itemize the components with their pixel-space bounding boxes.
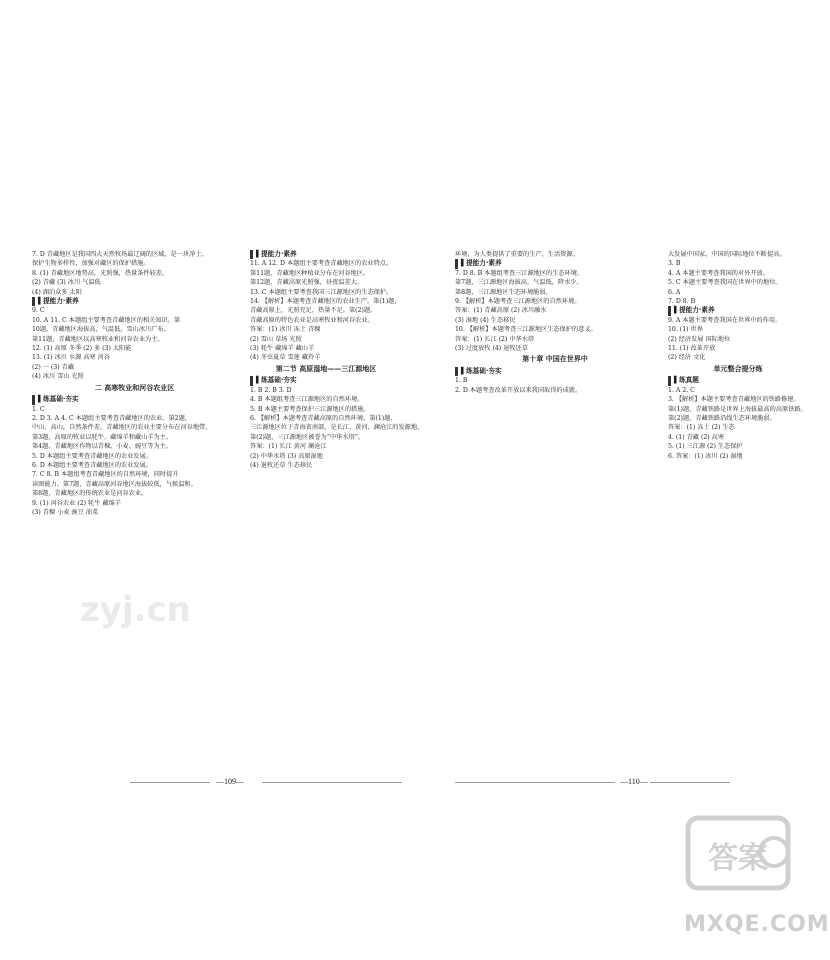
- right-page: [455, 250, 808, 770]
- answer-line: 第11题，青藏地区种植业分布在河谷地区。: [250, 269, 370, 277]
- section-label: ▌练基础·夯实: [250, 376, 297, 385]
- answer-line: 9. C: [32, 307, 45, 315]
- answer-line: 14. 【解析】本题考查青藏地区的农业生产。第(1)题，: [250, 298, 401, 306]
- answer-line: (3) 过度放牧 (4) 退牧还草: [455, 345, 528, 353]
- answer-line: 答案：(1) 冰川 冻土 青稞: [250, 326, 321, 334]
- answer-line: 7. C 8. B 本题组考查青藏地区的自然环境，同时提升: [32, 471, 179, 479]
- answer-line: 中山、高山，自然条件差，青藏地区的农业主要分布在河谷地带。: [32, 424, 212, 432]
- answer-line: 6. A: [668, 288, 681, 296]
- answer-line: 5. C 本题主要考查我国在世界中的地位。: [668, 279, 782, 287]
- answer-line: (2) 一 (3) 青藏: [32, 363, 74, 371]
- answer-line: 第8题，三江源地区生态环境脆弱。: [455, 288, 552, 296]
- answer-line: 10题，青藏地区海拔高，气温低，雪山冰川广布。: [32, 326, 170, 334]
- answer-line: 第7题，三江源地区海拔高，气温低，降水少。: [455, 279, 583, 287]
- answer-line: (3) 牦牛 藏绵羊 藏山羊: [250, 345, 315, 353]
- answer-line: 大发展中国家，中国的国际地位不断提高。: [668, 251, 786, 258]
- section-label: ▌练基础·夯实: [32, 395, 79, 404]
- answer-line: 答案：(1) 长江 黄河 澜沧江: [250, 443, 327, 451]
- answer-line: 保护生物多样性，加强对藏区的保护措施。: [32, 260, 150, 268]
- answer-line: 5. D 本题组主要考查青藏地区的农业发展。: [32, 452, 152, 460]
- watermark-left: zyj.cn: [80, 590, 191, 630]
- answer-line: (3) 湿地 (4) 生态移民: [455, 316, 516, 324]
- answer-line: 3. B: [668, 260, 681, 268]
- svg-text:答案: 答案: [708, 841, 768, 876]
- answer-line: 3. 【解析】本题主要考查青藏地区的铁路修建。: [668, 396, 800, 404]
- answer-line: 10. (1) 世界: [668, 326, 703, 334]
- answer-line: 第3题，高原的牧业以牦牛、藏绵羊和藏山羊为主。: [32, 433, 173, 441]
- answer-line: 答案：(1) 冻土 (2) 生态: [668, 424, 735, 432]
- answer-line: 5. (1) 三江源 (2) 生态保护: [668, 443, 743, 451]
- answer-line: 10. 【解析】本题考查三江源地区生态保护的意义。: [455, 326, 597, 334]
- answer-line: 青藏高原上，光照充足，热量不足。第(2)题，: [250, 307, 377, 315]
- answer-line: 6. D 本题组主要考查青藏地区的农业发展。: [32, 461, 152, 469]
- left-page: [32, 250, 424, 770]
- section-label: ▌提能力·素养: [250, 250, 297, 259]
- answer-line: 第12题，青藏高原光照强，昼夜温差大。: [250, 279, 364, 287]
- section-heading: 二 高寒牧业和河谷农业区: [94, 383, 175, 392]
- answer-line: 1. C: [32, 405, 45, 413]
- section-heading: 第二节 高原湿地——三江源地区: [275, 364, 377, 373]
- answer-line: (2) 经济发展 国际地位: [668, 335, 731, 343]
- right-column-3: [455, 250, 655, 395]
- answer-line: 4. A 本题主要考查我国的对外开放。: [668, 269, 769, 277]
- answer-line: 第(2)题，三江源地区被誉为“中华水塔”。: [250, 433, 365, 441]
- answer-line: (2) 中华水塔 (3) 高原湿地: [250, 452, 323, 460]
- answer-line: 7. D 8. B 本题组考查三江源地区的生态环境。: [455, 269, 584, 277]
- answer-line: (3) 青稞 小麦 豌豆 油菜: [32, 508, 99, 516]
- section-label: ▌练基础·夯实: [455, 367, 502, 376]
- left-footer-rule-2: [262, 782, 402, 783]
- answer-line: 11. (1) 改革开放: [668, 345, 716, 353]
- answer-line: 6. 【解析】本题考查青藏高原的自然环境。第(1)题，: [250, 414, 397, 422]
- answer-line: 10. A 11. C 本题组主要考查青藏地区的相关知识。第: [32, 316, 181, 324]
- answer-line: 12. (1) 高原 冬季 (2) 多 (3) 太阳能: [32, 345, 132, 353]
- right-footer-rule-2: [650, 782, 730, 783]
- section-heading: 单元整合提分练: [713, 364, 763, 373]
- answer-line: 第4题，青藏地区作物以青稞、小麦、豌豆等为主。: [32, 443, 173, 451]
- answer-line: 读图能力。第7题，青藏高原河谷地区海拔较低，气候温和。: [32, 480, 197, 488]
- answer-line: 1. B 2. B 3. D: [250, 386, 292, 394]
- answer-line: 9. 【解析】本题考查三江源地区的自然环境。: [455, 298, 581, 306]
- answer-line: (4) 湖泊众多 太阳: [32, 288, 82, 296]
- answer-line: 第11题，青藏地区以高寒牧业和河谷农业为主。: [32, 335, 164, 343]
- answer-line: 11. A 12. D 本题组主要考查青藏地区的农业特点。: [250, 260, 393, 268]
- answer-line: (2) 经济 文化: [668, 354, 706, 362]
- answer-line: 9. A 本题主要考查我国在世界中的作用。: [668, 316, 782, 324]
- answer-line: (2) 雪山 草场 光照: [250, 335, 302, 343]
- answer-line: 4. B 本题组考查三江源地区的自然环境。: [250, 396, 364, 404]
- answer-line: 7. D 8. B: [668, 298, 696, 306]
- watermark-right: MXQE.COM: [684, 912, 830, 937]
- answer-line: 8. (1) 青藏地区地势高，光照强，热量条件较差。: [32, 269, 169, 277]
- answer-line: 2. D 本题考查改革开放以来我国取得的成就。: [455, 386, 582, 394]
- answer-line: 1. A 2. C: [668, 386, 695, 394]
- left-column-1: [32, 250, 237, 517]
- answer-line: 9. (1) 河谷农业 (2) 牦牛 藏绵羊: [32, 499, 121, 507]
- answer-line: (4) 冬虫夏草 雪莲 藏羚羊: [250, 354, 321, 362]
- answer-line: 答案：(1) 青藏高原 (2) 冰川融水: [455, 307, 547, 315]
- answer-line: 6. 答案：(1) 冰川 (2) 湿地: [668, 452, 743, 460]
- answer-line: 环境，为人类提供了重要的生产、生活资源。: [455, 251, 579, 258]
- answer-line: (4) 退牧还草 生态移民: [250, 461, 313, 469]
- right-footer-rule: [455, 782, 615, 783]
- section-label: ▌提能力·素养: [32, 297, 79, 306]
- answer-line: (4) 冰川 雪山 光照: [32, 373, 84, 381]
- answer-line: 13. C 本题组主要考查我国三江源地区的生态保护。: [250, 288, 393, 296]
- answer-line: 1. B: [455, 377, 468, 385]
- right-column-4: [668, 250, 808, 461]
- answer-line: 4. (1) 青藏 (2) 高寒: [668, 433, 725, 441]
- answer-line: 7. D 青藏地区是我国四大天然牧场最辽阔的区域，是一块净土。: [32, 251, 208, 258]
- answer-line: 13. (1) 冰川 水源 高寒 河谷: [32, 354, 110, 362]
- answer-line: 三江源地区位于青海省南部，是长江、黄河、澜沧江的发源地。: [250, 424, 424, 432]
- answer-line: 2. D 3. A 4. C 本题组主要考查青藏地区的农业。第2题，: [32, 414, 191, 422]
- left-column-2: [250, 250, 424, 470]
- answer-line: 第(1)题，青藏铁路是世界上海拔最高的高原铁路。: [668, 405, 807, 413]
- answer-line: 青藏高原的特色农业是高寒牧业和河谷农业。: [250, 316, 374, 324]
- answer-line: 5. B 本题主要考查保护三江源地区的措施。: [250, 405, 370, 413]
- section-label: ▌提能力·素养: [668, 306, 715, 315]
- answer-line: (2) 青藏 (3) 冰川 气温低: [32, 279, 101, 287]
- page-number-right: —110—: [620, 777, 648, 786]
- answer-line: 答案：(1) 长江 (2) 中华水塔: [455, 335, 535, 343]
- section-label: ▌练真题: [668, 376, 699, 385]
- answer-line: 第(2)题，青藏铁路沿线生态环境脆弱。: [668, 414, 776, 422]
- page-number-left: —109—: [216, 777, 244, 786]
- section-label: ▌提能力·素养: [455, 259, 502, 268]
- section-heading: 第十章 中国在世界中: [522, 355, 588, 364]
- answer-line: 第8题，青藏地区的传统农业是河谷农业。: [32, 490, 148, 498]
- left-footer-rule: [130, 782, 210, 783]
